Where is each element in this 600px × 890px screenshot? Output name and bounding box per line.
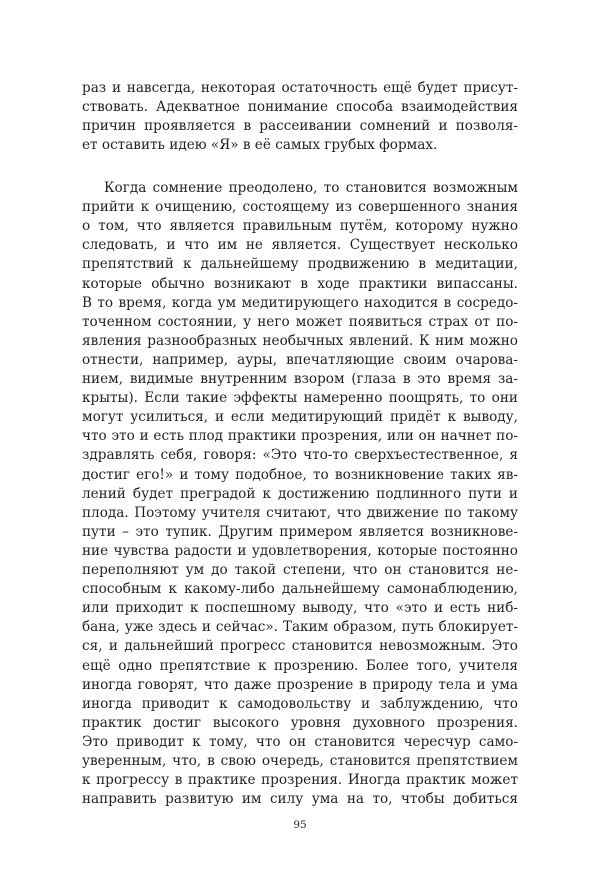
text-line: ет оставить идею «Я» в её самых грубых формах. <box>82 137 438 154</box>
text-line: ся, и дальнейший прогресс становится невозможным. Это <box>82 638 518 655</box>
text-line: следовать, и что им не является. Существует несколько <box>82 237 518 254</box>
text-line: плода. Поэтому учителя считают, что движение по такому <box>82 504 518 521</box>
text-line: достиг его!» и тому подобное, то возникновение таких яв- <box>82 466 518 483</box>
text-line: о том, что является правильным путём, которому нужно <box>82 218 518 235</box>
text-line: лений будет преградой к достижению подлинного пути и <box>82 485 518 502</box>
text-line: нием, видимые внутренним взором (глаза в это время за- <box>82 371 518 387</box>
text-line: причин проявляется в рассеивании сомнений и позволя- <box>82 118 518 135</box>
text-line: раз и навсегда, некоторая остаточность ещё будет присут- <box>82 80 518 96</box>
text-line: ещё одно препятствие к прозрению. Более того, учителя <box>82 657 518 674</box>
text-line: точенном состоянии, у него может появиться страх от по- <box>82 313 518 330</box>
text-line: Когда сомнение преодолено, то становится возможным <box>104 180 518 196</box>
text-line: ние чувства радости и удовлетворения, которые постоянно <box>82 542 518 559</box>
text-line: ствовать. Адекватное понимание способа взаимодействия <box>82 99 518 116</box>
text-line: Это приводит к тому, что он становится чересчур само- <box>82 733 518 750</box>
text-line: практик достиг высокого уровня духовного прозрения. <box>82 714 518 731</box>
text-line: могут усилиться, и если медитирующий придёт к выводу, <box>82 409 518 426</box>
page-number: 95 <box>293 819 307 831</box>
text-line: прийти к очищению, состоящему из совершенного знания <box>82 199 518 216</box>
text-line: к прогрессу в практике прозрения. Иногда практик может <box>82 772 518 789</box>
text-line: уверенным, что, в свою очередь, становится препятствием <box>82 753 518 769</box>
text-line: способным к какому-либо дальнейшему самонаблюдению, <box>82 581 518 598</box>
text-line: препятствий к дальнейшему продвижению в медитации, <box>82 256 518 273</box>
text-line: явления разнообразных необычных явлений. К ним можно <box>82 332 518 349</box>
text-line: что это и есть плод практики прозрения, или он начнет по- <box>82 428 518 445</box>
text-line: или приходит к поспешному выводу, что «это и есть ниб- <box>82 600 518 617</box>
text-line: направить развитую им силу ума на то, чтобы добиться <box>82 791 518 808</box>
text-line: отнести, например, ауры, впечатляющие своим очарова- <box>82 351 518 368</box>
text-line: которые обычно возникают в ходе практики випассаны. <box>82 275 518 292</box>
text-line: бана, уже здесь и сейчас». Таким образом, путь блокирует- <box>82 619 518 636</box>
text-line: крыты). Если такие эффекты намеренно поощрять, то они <box>82 390 518 407</box>
text-line: здравлять себя, говоря: «Это что-то сверхъестественное, я <box>82 447 518 464</box>
text-line: пути – это тупик. Другим примером является возникнове- <box>82 523 518 540</box>
text-line: переполняют ум до такой степени, что он становится не- <box>82 562 518 578</box>
text-line: В то время, когда ум медитирующего находится в сосредо- <box>82 294 518 311</box>
text-line: иногда приводит к самодовольству и заблуждению, что <box>82 695 518 712</box>
text-line: иногда говорят, что даже прозрение в природу тела и ума <box>82 676 518 693</box>
